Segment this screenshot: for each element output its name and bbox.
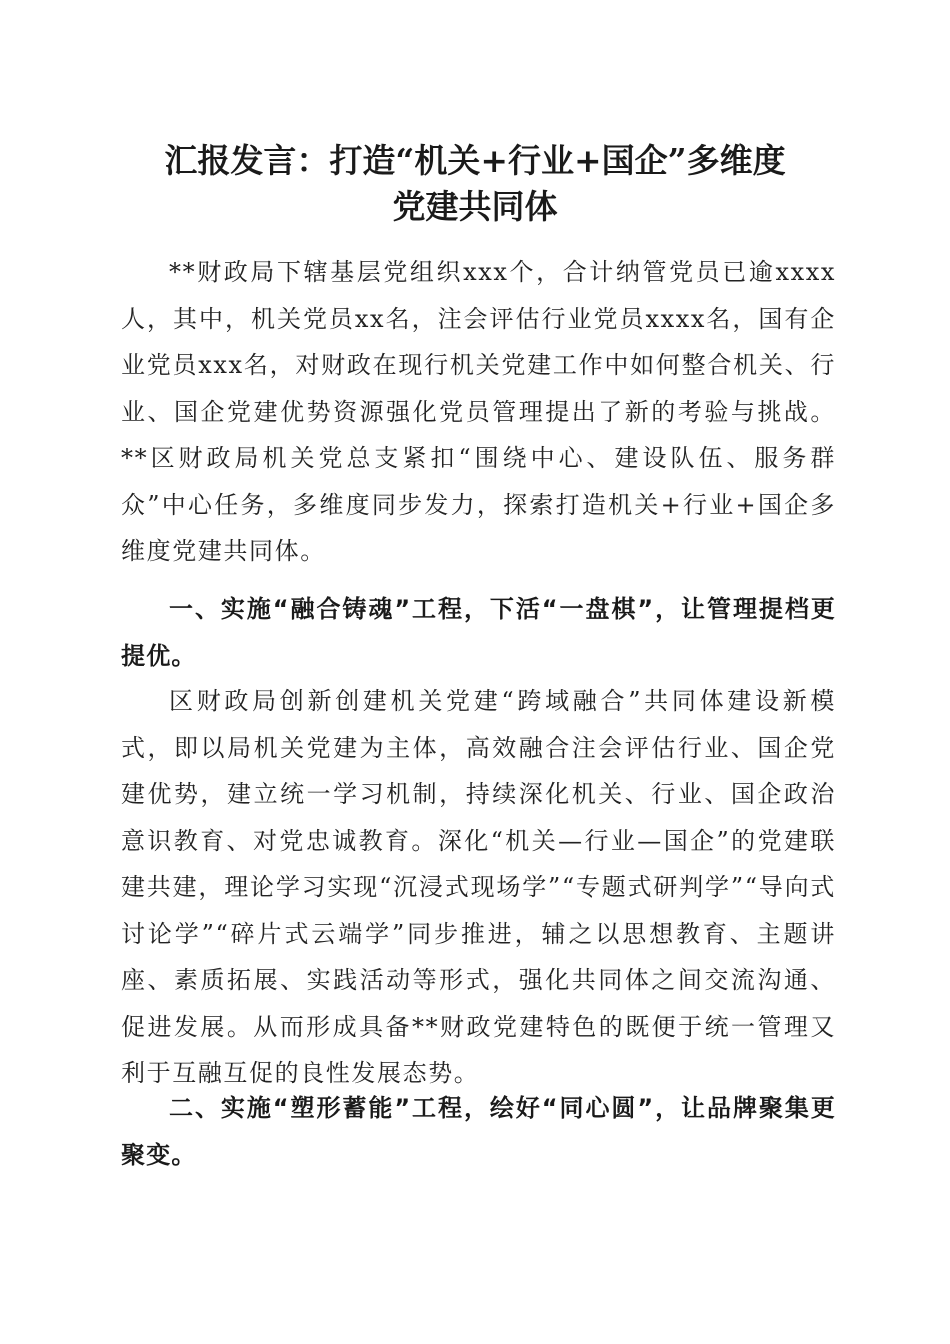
section-heading-2: 二、实施“塑形蓄能”工程，绘好“同心圆”，让品牌聚集更聚变。 xyxy=(121,1094,836,1169)
section-1-body: 区财政局创新创建机关党建“跨域融合”共同体建设新模式，即以局机关党建为主体，高效融合注会评估行业、国企党建优势，建立统一学习机制，持续深化机关、行业、国企政治意识教育、对党忠诚教育。深化“机关—行业—国企”的党建联建共建，理论学习实现“沉浸式现场学”“专题式研判学”“导向式讨论学”“碎片式云端学”同步推进，辅之以思想教育、主题讲座、素质拓展、实践活动等形式，强化共同体之间交流沟通、促进发展。从而形成具备**财政党建特色的既便于统一管理又利于互融互促的良性发展态势。 xyxy=(121,687,836,1087)
section-heading-1: 一、实施“融合铸魂”工程，下活“一盘棋”，让管理提档更提优。 xyxy=(121,595,836,670)
document-title-line-2: 党建共同体 xyxy=(392,187,558,226)
intro-paragraph: **财政局下辖基层党组织xxx个，合计纳管党员已逾xxxx人，其中，机关党员xx名，注会评估行业党员xxxx名，国有企业党员xxx名，对财政在现行机关党建工作中如何整合机关、行业、国企党建优势资源强化党员管理提出了新的考验与挑战。**区财政局机关党总支紧扣“围绕中心、建设队伍、服务群众”中心任务，多维度同步发力，探索打造机关+行业+国企多维度党建共同体。 xyxy=(121,258,836,565)
document-title-line-1: 汇报发言：打造“机关+行业+国企”多维度 xyxy=(164,141,786,180)
